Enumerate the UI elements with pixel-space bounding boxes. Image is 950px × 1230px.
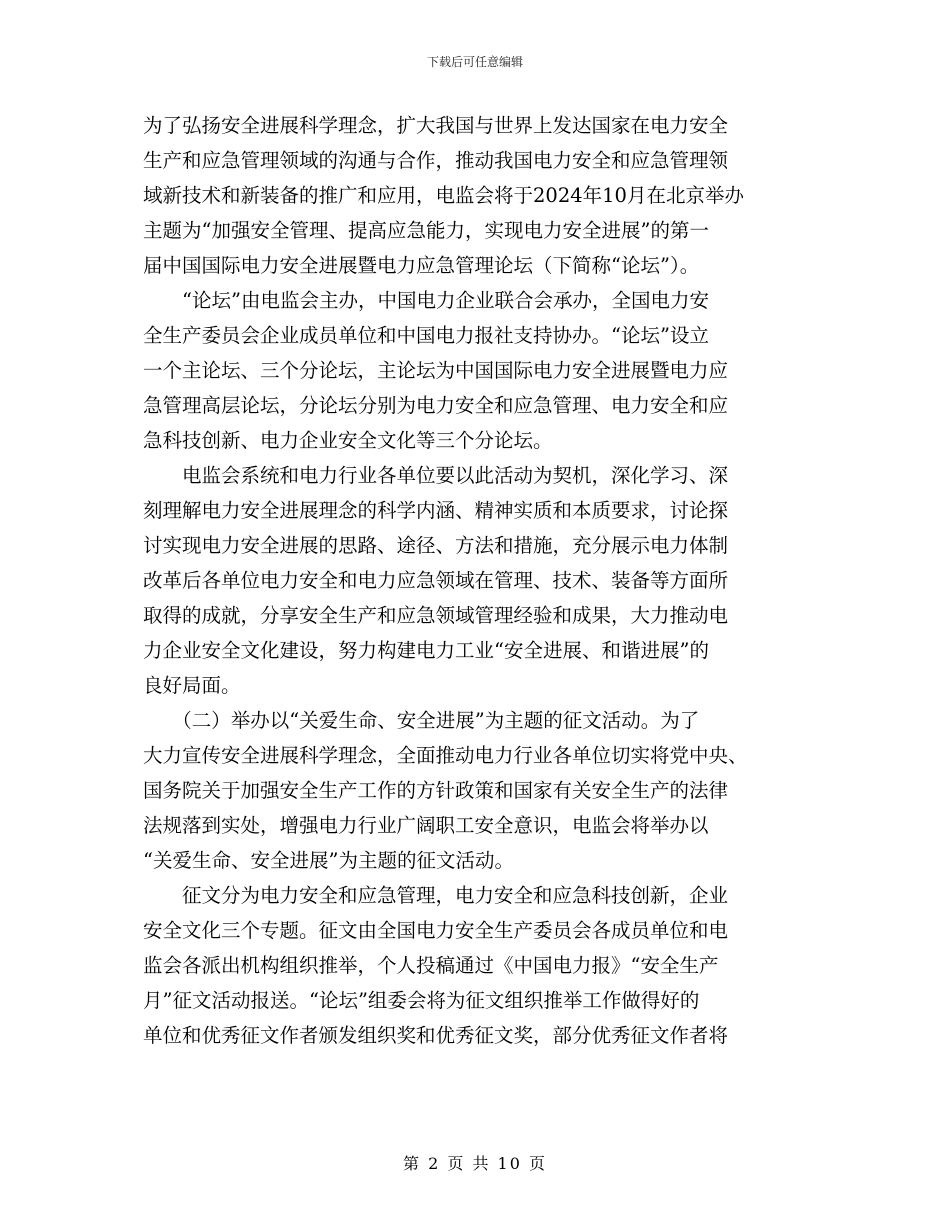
body-line: 力企业安全文化建设，努力构建电力工业“安全进展、和谐进展”的 <box>143 639 709 662</box>
body-line: 单位和优秀征文作者颁发组织奖和优秀征文奖，部分优秀征文作者将 <box>143 1024 729 1047</box>
body-line: 取得的成就，分享安全生产和应急领域管理经验和成果，大力推动电 <box>143 604 729 627</box>
body-line: 主题为“加强安全管理、提高应急能力，实现电力安全进展”的第一 <box>143 219 709 242</box>
body-line: 为了弘扬安全进展科学理念，扩大我国与世界上发达国家在电力安全 <box>143 114 729 137</box>
body-line: 电监会系统和电力行业各单位要以此活动为契机，深化学习、深 <box>143 464 729 487</box>
page-header: 下载后可任意编辑 <box>426 55 523 69</box>
body-line: 改革后各单位电力安全和电力应急领域在管理、技术、装备等方面所 <box>143 569 729 592</box>
body-line: 安全文化三个专题。征文由全国电力安全生产委员会各成员单位和电 <box>143 919 729 942</box>
body-line: “论坛”由电监会主办，中国电力企业联合会承办，全国电力安 <box>143 289 709 312</box>
body-line: 届中国国际电力安全进展暨电力应急管理论坛（下简称“论坛”）。 <box>143 254 700 277</box>
body-line: 刻理解电力安全进展理念的科学内涵、精神实质和本质要求，讨论探 <box>143 499 729 522</box>
body-line: 国务院关于加强安全生产工作的方针政策和国家有关安全生产的法律 <box>143 779 729 802</box>
body-line: 大力宣传安全进展科学理念，全面推动电力行业各单位切实将党中央、 <box>143 744 748 767</box>
body-line: 法规落到实处，增强电力行业广阔职工安全意识，电监会将举办以 <box>143 814 709 837</box>
body-line: 域新技术和新装备的推广和应用，电监会将于2024年10月在北京举办 <box>143 184 744 207</box>
body-line: 生产和应急管理领域的沟通与合作，推动我国电力安全和应急管理领 <box>143 149 729 172</box>
body-line: 月”征文活动报送。“论坛”组委会将为征文组织推举工作做得好的 <box>143 989 700 1012</box>
body-line: 急管理高层论坛，分论坛分别为电力安全和应急管理、电力安全和应 <box>143 394 729 417</box>
body-line: 全生产委员会企业成员单位和中国电力报社支持协办。“论坛”设立 <box>143 324 709 347</box>
body-line: 急科技创新、电力企业安全文化等三个分论坛。 <box>143 429 553 452</box>
body-line: 一个主论坛、三个分论坛，主论坛为中国国际电力安全进展暨电力应 <box>143 359 729 382</box>
page-number-footer: 第 2 页 共 10 页 <box>403 1154 547 1173</box>
body-line: “关爱生命、安全进展”为主题的征文活动。 <box>143 849 514 872</box>
body-line: （二）举办以“关爱生命、安全进展”为主题的征文活动。为了 <box>143 709 700 732</box>
body-line: 良好局面。 <box>143 674 241 697</box>
body-line: 征文分为电力安全和应急管理，电力安全和应急科技创新，企业 <box>143 884 729 907</box>
document-body <box>143 108 809 1053</box>
body-line: 讨实现电力安全进展的思路、途径、方法和措施，充分展示电力体制 <box>143 534 729 557</box>
body-line: 监会各派出机构组织推举，个人投稿通过《中国电力报》“安全生产 <box>143 954 719 977</box>
